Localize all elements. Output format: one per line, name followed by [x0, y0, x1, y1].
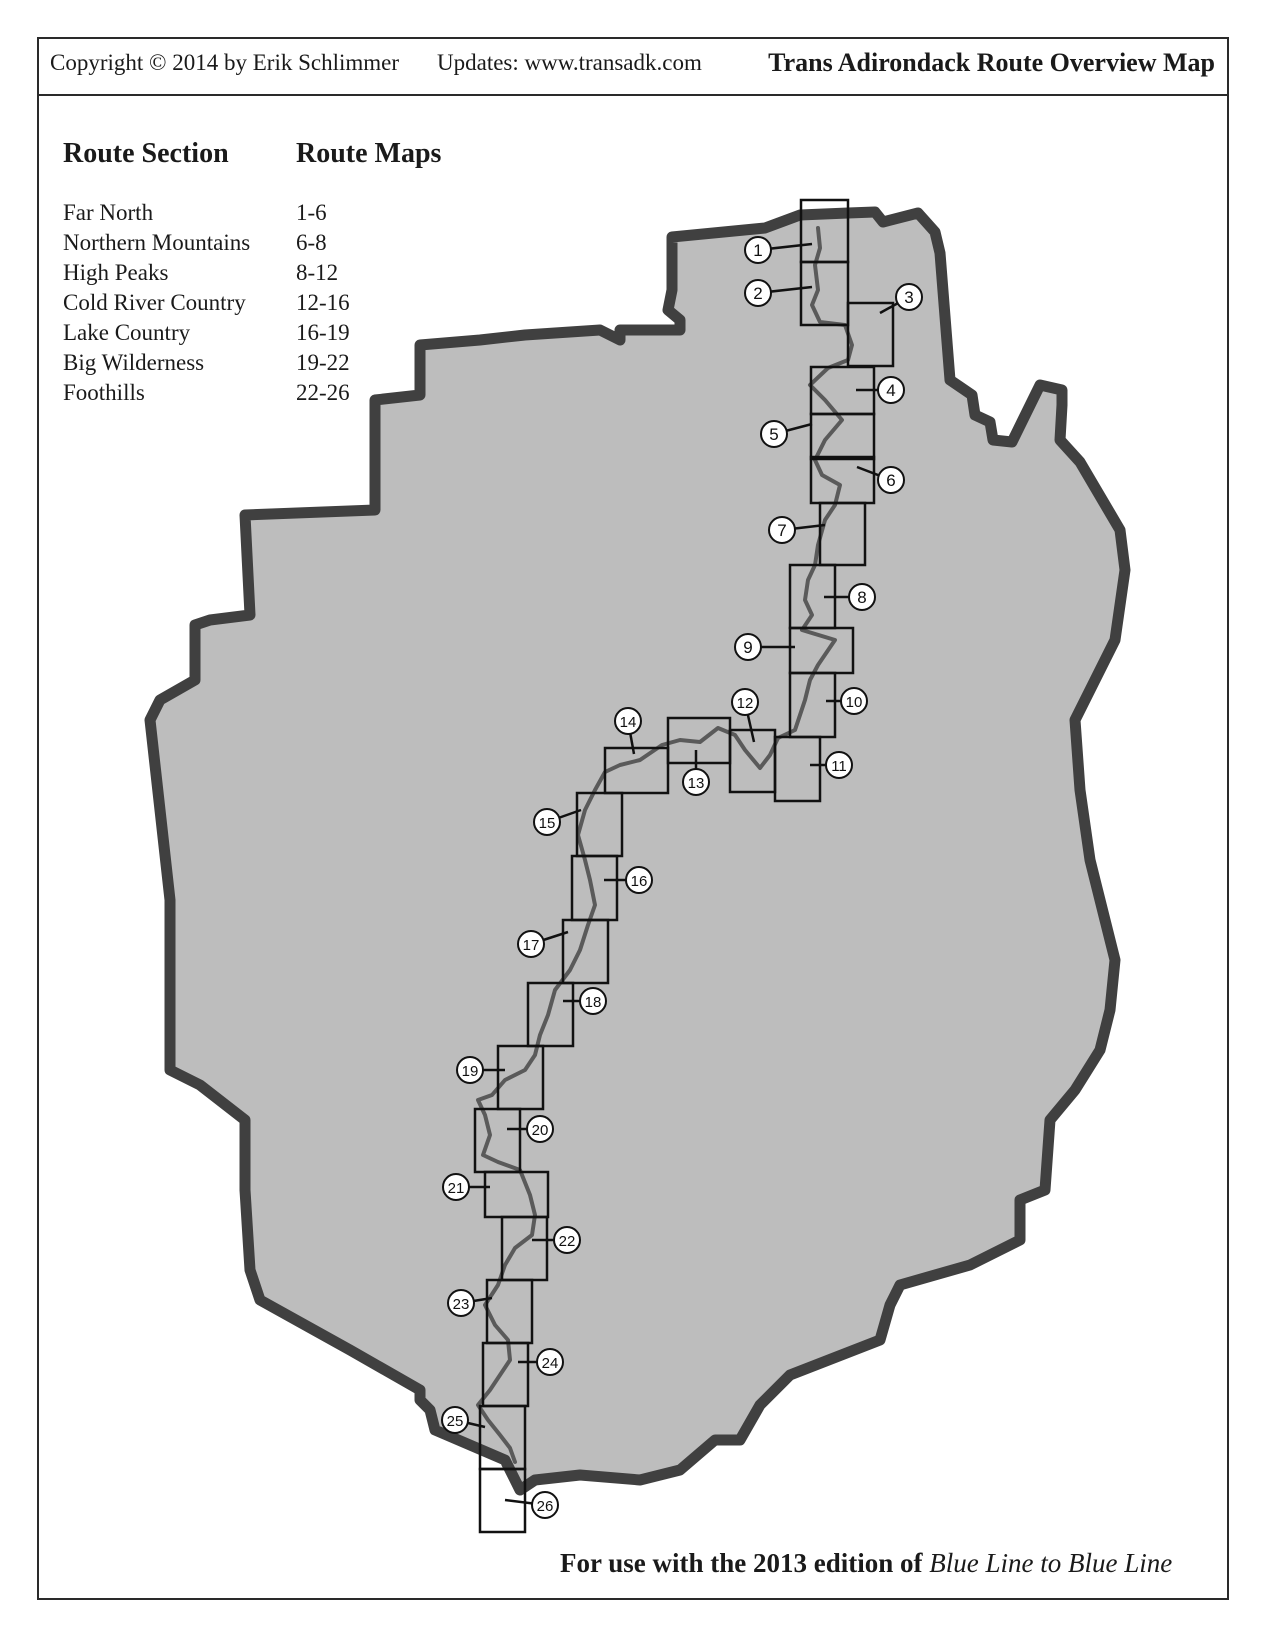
map-title: Trans Adirondack Route Overview Map — [768, 48, 1215, 77]
map-callout-number: 6 — [886, 471, 896, 490]
updates-link[interactable]: Updates: www.transadk.com — [437, 50, 702, 75]
map-callout-number: 14 — [619, 714, 637, 731]
legend-map-range: 19-22 — [296, 350, 350, 375]
legend-section-name: Northern Mountains — [63, 230, 251, 255]
legend-map-range: 6-8 — [296, 230, 327, 255]
route-section-heading: Route Section — [63, 138, 229, 169]
map-callout-number: 2 — [753, 284, 763, 303]
legend-map-range: 22-26 — [296, 380, 350, 405]
footer-prefix: For use with the 2013 edition of — [560, 1548, 923, 1578]
map-callout-number: 18 — [584, 994, 602, 1011]
legend-section-name: Foothills — [63, 380, 145, 405]
legend-map-range: 8-12 — [296, 260, 339, 285]
map-callout-number: 16 — [630, 873, 648, 890]
map-callout-number: 20 — [531, 1122, 549, 1139]
map-callout-number: 17 — [522, 937, 540, 954]
copyright-text: Copyright © 2014 by Erik Schlimmer — [50, 50, 400, 75]
map-callout-number: 26 — [536, 1498, 554, 1515]
map-callout-number: 8 — [857, 588, 867, 607]
route-maps-heading: Route Maps — [296, 138, 442, 169]
legend-section-name: Big Wilderness — [63, 350, 205, 375]
legend-map-range: 12-16 — [296, 290, 350, 315]
legend-section-name: Lake Country — [63, 320, 191, 345]
map-callout-number: 24 — [541, 1355, 559, 1372]
map-callout-number: 10 — [845, 694, 863, 711]
map-callout-number: 4 — [886, 381, 896, 400]
legend-section-name: High Peaks — [63, 260, 169, 285]
legend-map-range: 16-19 — [296, 320, 350, 345]
map-callout-number: 21 — [447, 1180, 465, 1197]
map-callout-number: 1 — [753, 241, 763, 260]
map-callout-number: 11 — [831, 758, 847, 775]
map-callout-number: 5 — [769, 425, 779, 444]
footer-book-title: Blue Line to Blue Line — [929, 1548, 1173, 1578]
legend-section-name: Far North — [63, 200, 154, 225]
map-callout-number: 22 — [558, 1233, 576, 1250]
footer-note — [560, 1548, 1172, 1579]
map-callout-number: 13 — [687, 775, 705, 792]
legend-map-range: 1-6 — [296, 200, 327, 225]
map-callout-number: 9 — [743, 638, 753, 657]
legend-section-name: Cold River Country — [63, 290, 246, 315]
map-callout-number: 19 — [461, 1063, 479, 1080]
map-callout-number: 12 — [736, 695, 754, 712]
map-callout-number: 3 — [904, 288, 914, 307]
map-callout-number: 7 — [777, 521, 787, 540]
map-callout-number: 15 — [538, 815, 556, 832]
map-callout-number: 25 — [446, 1413, 464, 1430]
map-callout-number: 23 — [452, 1296, 470, 1313]
